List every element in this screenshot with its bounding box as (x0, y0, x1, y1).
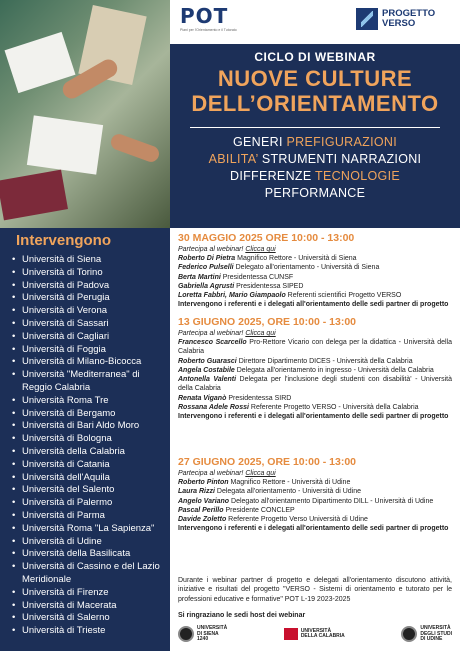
sidebar (0, 228, 170, 651)
title-divider (190, 127, 440, 128)
university-item: • Università di Siena (12, 254, 168, 267)
speaker-row (178, 487, 452, 496)
partecipa-line: Partecipa al webinar! Clicca qui (178, 246, 276, 253)
university-item: • Università Roma "La Sapienza" (12, 523, 168, 536)
university-item: • Università di Bergamo (12, 408, 168, 421)
host-logo-siena: UNIVERSITÀ DI SIENA 1240 (178, 626, 227, 643)
speaker-role: Magnifico Rettore - Università di Siena (235, 255, 357, 262)
pot-logo: POT Piani per l'Orientamento e il Tutorato (180, 4, 237, 32)
session-1 (178, 232, 452, 310)
speaker-role: Presidente CONCLEP (223, 506, 295, 514)
speaker-role: Delegato all'orientamento - Università di Siena (233, 264, 380, 272)
university-item: • Università di Catania (12, 459, 168, 472)
session-date: 30 MAGGIO 2025 ORE 10:00 - 13:00 (178, 232, 355, 244)
session-2 (178, 316, 452, 422)
speaker-row (178, 515, 452, 524)
speaker-name: Laura Rizzi (178, 488, 215, 496)
speaker-name: Federico Pulselli (178, 264, 234, 272)
university-item: • Università di Bari Aldo Moro (12, 420, 168, 433)
verso-logo: PROGETTO VERSO (356, 8, 444, 30)
session-note: Intervengono i referenti e i delegati all'orientamento delle sedi partner di progetto (178, 413, 449, 421)
page-title: NUOVE CULTURE DELL’ORIENTAMENTO (191, 66, 439, 116)
speaker-name: Davide Zoletto (178, 516, 227, 524)
speaker-row (178, 366, 452, 375)
speaker-row (178, 291, 452, 300)
university-item: • Università "Mediterranea" di Reggio Calabria (12, 369, 168, 395)
speaker-name: Roberto Pinton (178, 479, 229, 486)
speaker-row (178, 506, 452, 515)
host-logos (178, 626, 452, 643)
title-panel (170, 44, 460, 228)
thanks-heading: Si ringraziano le sedi host dei webinar (178, 612, 306, 619)
speaker-row (178, 403, 452, 412)
session-note: Intervengono i referenti e i delegati all'orientamento delle sedi partner di progetto (178, 525, 449, 533)
university-item: • Università di Parma (12, 510, 168, 523)
speaker-name: Renata Viganò (178, 394, 227, 402)
university-item: • Università di Bologna (12, 433, 168, 446)
university-item: • Università della Basilicata (12, 548, 168, 561)
speaker-name: Roberto Di Pietra (178, 255, 236, 262)
speaker-name: Francesco Scarcello (178, 339, 247, 346)
speaker-role: Referente Progetto Verso Università di Udine (226, 516, 368, 524)
speaker-role: Presidentessa SIPED (234, 282, 304, 290)
university-item: • Università di Torino (12, 267, 168, 280)
university-item: • Università di Udine (12, 536, 168, 549)
university-item: • Università Roma Tre (12, 395, 168, 408)
speaker-name: Angelo Variano (178, 497, 230, 505)
calabria-logo-icon (284, 628, 298, 640)
speaker-row (178, 478, 452, 487)
series-label: CICLO DI WEBINAR (254, 50, 376, 64)
university-item: • Università di Verona (12, 305, 168, 318)
header-logos (170, 0, 460, 44)
speaker-row (178, 338, 452, 357)
university-item: • Università di Sassari (12, 318, 168, 331)
university-item: • Università della Calabria (12, 446, 168, 459)
join-webinar-link[interactable]: Clicca qui (245, 330, 276, 337)
university-item: • Università di Salerno (12, 612, 168, 625)
partecipa-line: Partecipa al webinar! Clicca qui (178, 470, 276, 477)
host-logo-calabria: UNIVERSITÀ DELLA CALABRIA (284, 628, 345, 640)
speaker-role: Delegata all'orientamento - Università di Udine (214, 488, 362, 496)
university-item: • Università di Trieste (12, 625, 168, 638)
speaker-name: Rossana Adele Rossi (178, 404, 249, 412)
speaker-role: Magnifico Rettore - Università di Udine (228, 479, 351, 486)
speaker-role: Presidentessa CUNSF (220, 273, 294, 281)
partecipa-line: Partecipa al webinar! Clicca qui (178, 330, 276, 337)
speaker-row (178, 273, 452, 282)
speaker-name: Berta Martini (178, 273, 221, 281)
speaker-name: Loretta Fabbri, Mario Giampaolo (178, 292, 286, 300)
speaker-role: Direttore Dipartimento DICES - Università della Calabria (236, 357, 413, 365)
speaker-row (178, 263, 452, 272)
speaker-name: Roberto Guarasci (178, 357, 237, 365)
speaker-row (178, 394, 452, 403)
speaker-name: Gabriella Agrusti (178, 282, 235, 290)
speaker-row (178, 254, 452, 263)
topics: GENERI PREFIGURAZIONI ABILITA’ STRUMENTI NARRAZIONI DIFFERENZE TECNOLOGIE PERFORMANCE (208, 135, 422, 200)
university-item: • Università di Padova (12, 280, 168, 293)
speaker-row (178, 357, 452, 366)
footer-description: Durante i webinar partner di progetto e delegati all'orientamento discutono attività, iniziative e risultati del progetto "VERSO - Sistemi di orientamento e tutorato per le professioni educative e formative" POT L-19 2023-2025 (178, 577, 452, 603)
university-item: • Università di Palermo (12, 497, 168, 510)
university-item: • Università dell'Aquila (12, 472, 168, 485)
university-item: • Università di Cagliari (12, 331, 168, 344)
university-item: • Università di Cassino e del Lazio Meridionale (12, 561, 168, 587)
session-date: 13 GIUGNO 2025, ORE 10:00 - 13:00 (178, 316, 357, 328)
speaker-name: Angela Costabile (178, 366, 235, 374)
university-item: • Università di Perugia (12, 292, 168, 305)
session-note: Intervengono i referenti e i delegati all'orientamento delle sedi partner di progetto (178, 301, 449, 309)
speaker-name: Pascal Perillo (178, 506, 224, 514)
session-3 (178, 456, 452, 534)
university-item: • Università del Salento (12, 484, 168, 497)
header-photo (0, 0, 170, 228)
speaker-row (178, 282, 452, 291)
udine-seal-icon (401, 626, 417, 642)
speaker-role: Presidentessa SIRD (226, 394, 292, 402)
join-webinar-link[interactable]: Clicca qui (245, 246, 276, 253)
speaker-role: Delegata all'orientamento in ingresso - Università della Calabria (234, 366, 434, 374)
speaker-name: Antonella Valenti (178, 376, 237, 384)
content (170, 228, 460, 651)
join-webinar-link[interactable]: Clicca qui (245, 470, 276, 477)
university-item: • Università di Foggia (12, 344, 168, 357)
verso-logo-icon (356, 8, 378, 30)
speaker-role: Delegato all'orientamento Dipartimento DILL - Università di Udine (229, 497, 434, 505)
speaker-role: Delegata per l'inclusione degli studenti con disabilità' - Università della Calabria (178, 376, 452, 393)
speaker-role: Pro-Rettore Vicario con delega per la didattica - Università della Calabria (178, 339, 452, 356)
sidebar-heading: Intervengono (16, 232, 112, 249)
siena-seal-icon (178, 626, 194, 642)
university-list (12, 254, 168, 638)
host-logo-udine: UNIVERSITÀ DEGLI STUDI DI UDINE (401, 626, 452, 643)
university-item: • Università di Milano-Bicocca (12, 356, 168, 369)
university-item: • Università di Firenze (12, 587, 168, 600)
speaker-row (178, 497, 452, 506)
session-date: 27 GIUGNO 2025, ORE 10:00 - 13:00 (178, 456, 357, 468)
university-item: • Università di Macerata (12, 600, 168, 613)
speaker-row (178, 375, 452, 394)
speaker-role: Referente Progetto VERSO - Università della Calabria (248, 404, 419, 412)
speaker-role: Referenti scientifici Progetto VERSO (285, 292, 402, 300)
